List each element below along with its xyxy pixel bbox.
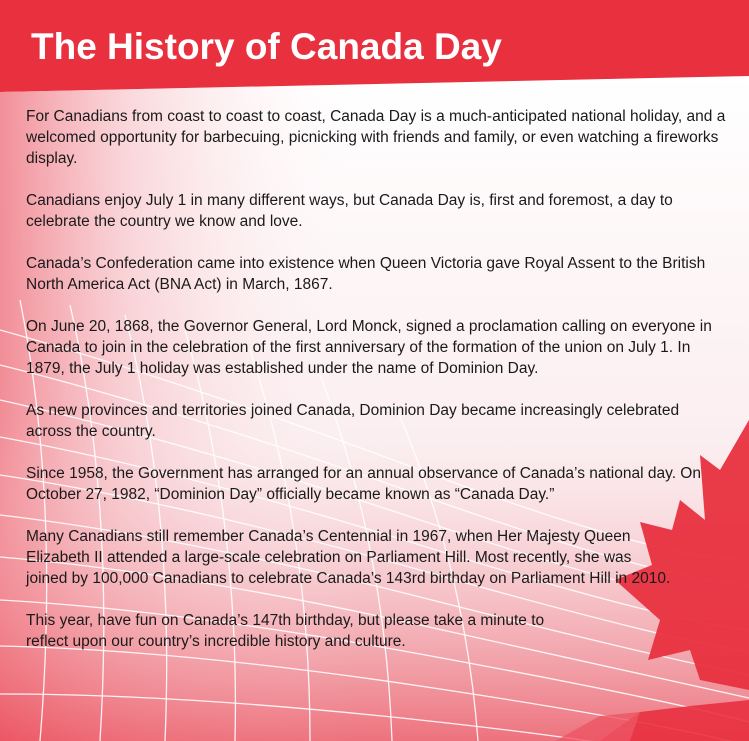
paragraph-8: This year, have fun on Canada’s 147th birthday, but please take a minute to reflect upon our country’s incredible history and culture. [26, 612, 545, 650]
page-title: The History of Canada Day [31, 26, 502, 67]
paragraph-2: Canadians enjoy July 1 in many different ways, but Canada Day is, first and foremost, a day to celebrate the country we know and love. [26, 192, 673, 230]
paragraph-5: As new provinces and territories joined Canada, Dominion Day became increasingly celebrated across the country. [26, 402, 680, 440]
paragraph-1: For Canadians from coast to coast to coast, Canada Day is a much-anticipated national holiday, and a welcomed opportunity for barbecuing, picnicking with friends and family, or even watching a fireworks display. [26, 108, 726, 167]
paragraph-4: On June 20, 1868, the Governor General, Lord Monck, signed a proclamation calling on everyone in Canada to join in the celebration of the first anniversary of the formation of the union on July 1. In 1879, the July 1 holiday was established under the name of Dominion Day. [26, 318, 712, 377]
article-body [26, 106, 726, 673]
paragraph-7: Many Canadians still remember Canada’s Centennial in 1967, when Her Majesty Queen Elizabeth II attended a large-scale celebration on Parliament Hill. Most recently, she was joined by 100,000 Canadians to celebrate Canada’s 143rd birthday on Parliament Hill in 2010. [26, 528, 671, 587]
paragraph-3: Canada’s Confederation came into existence when Queen Victoria gave Royal Assent to the British North America Act (BNA Act) in March, 1867. [26, 255, 706, 293]
paragraph-6: Since 1958, the Government has arranged for an annual observance of Canada’s national day. On October 27, 1982, “Dominion Day” officially became known as “Canada Day.” [26, 465, 701, 503]
